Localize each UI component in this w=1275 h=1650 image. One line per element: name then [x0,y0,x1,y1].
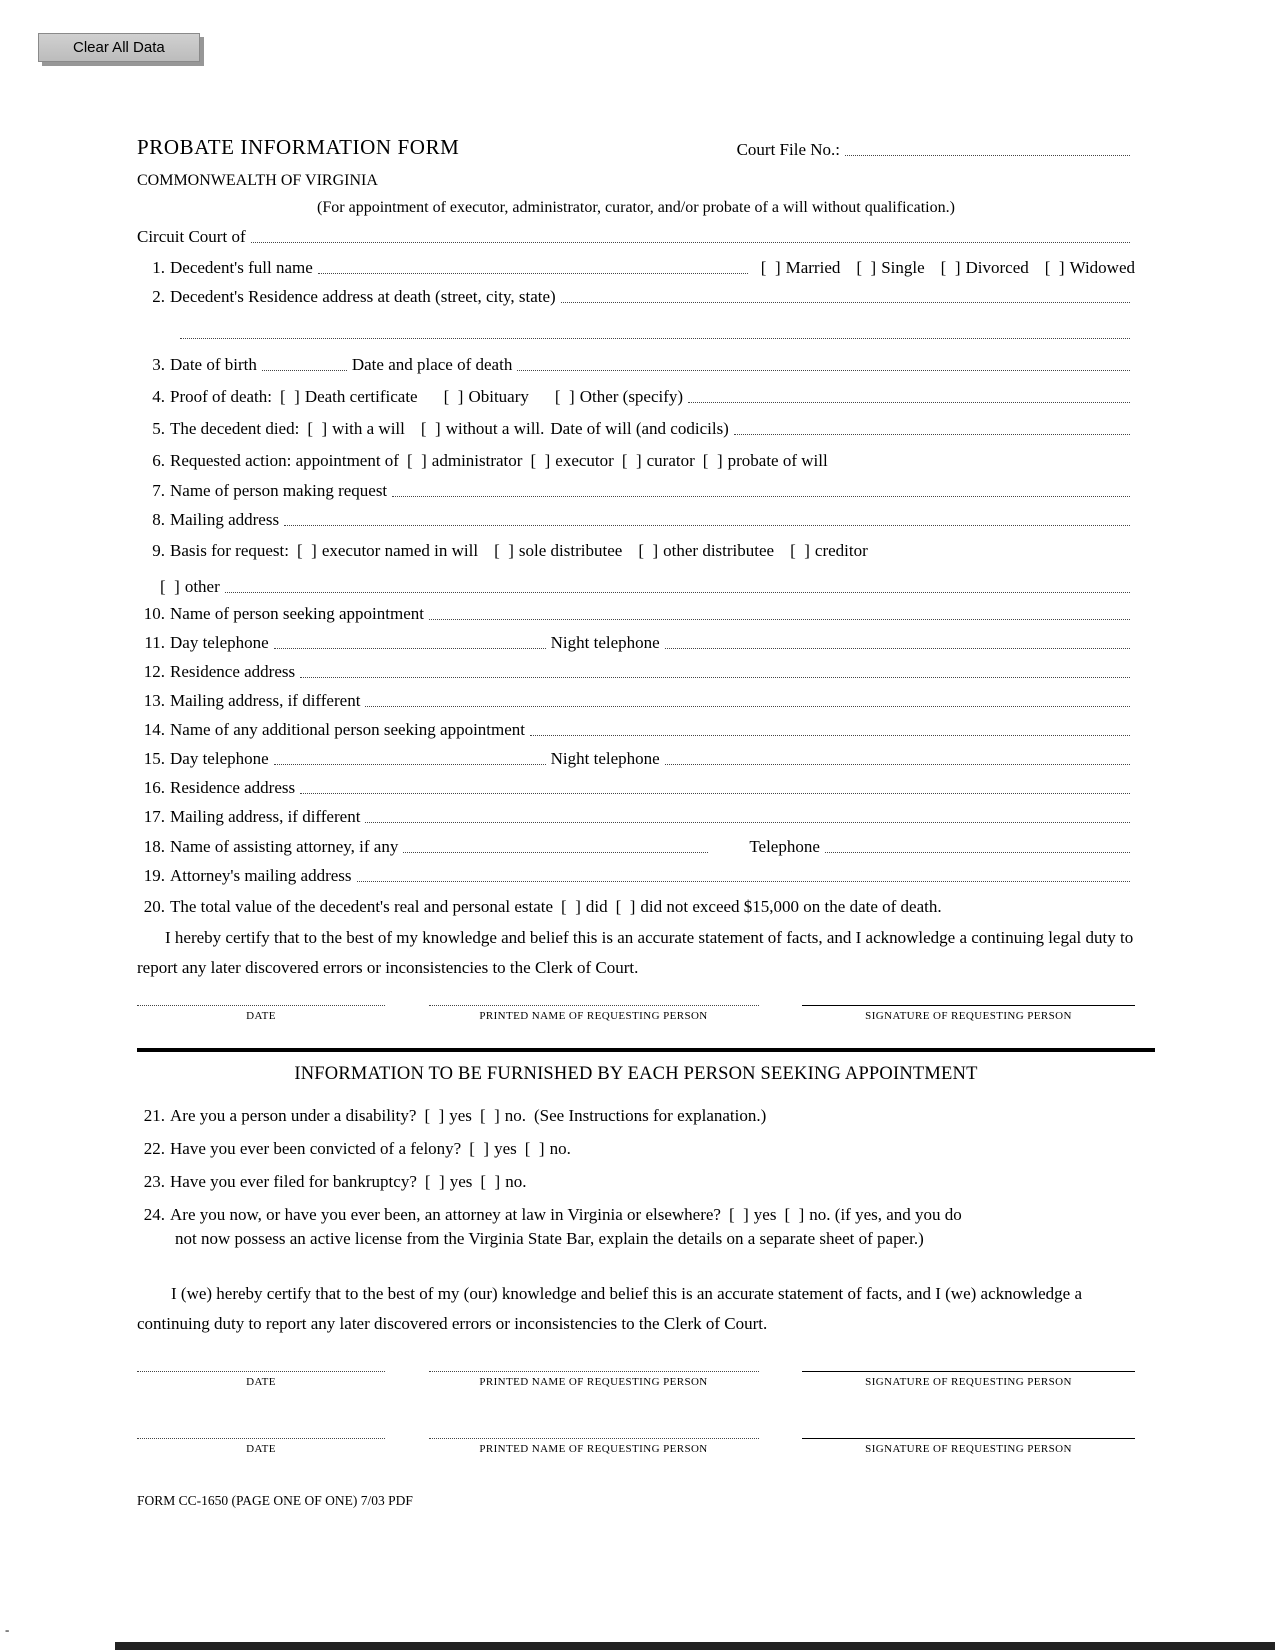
date-label-1: DATE [246,1010,276,1022]
date-column-2 [137,1371,385,1388]
page-bottom-edge [115,1642,1275,1650]
q6-label: Requested action: appointment of [170,451,399,470]
printed-name-input-2[interactable] [429,1371,759,1372]
checkbox-creditor[interactable] [790,541,810,561]
checkbox-creditor-label: creditor [814,541,868,560]
form-row-q15 [137,740,1135,769]
item-number-4: 4. [152,387,165,406]
q17-label: Mailing address, if different [170,807,361,826]
item-number-21: 21. [143,1106,165,1125]
form-row-q1 [137,247,1135,278]
clear-all-data-button[interactable]: Clear All Data [38,33,200,62]
item-number-6: 6. [152,451,165,470]
q18-label: Name of assisting attorney, if any [170,837,399,856]
q2-label: Decedent's Residence address at death (street, city, state) [170,287,556,306]
checkbox-did-not-label: did not exceed $15,000 on the date of death. [640,897,942,916]
q18-telephone-label: Telephone [749,837,820,856]
checkbox-administrator-label: administrator [431,451,523,470]
checkbox-other-distributee[interactable] [638,541,658,561]
form-row-q3 [137,343,1135,375]
stray-dash: - [5,1622,10,1637]
checkbox-did-label: did [585,897,608,916]
checkbox-married[interactable] [761,258,781,278]
q12-label: Residence address [170,662,296,681]
checkbox-executor-label: executor [555,451,614,470]
section-divider [137,1048,1155,1052]
checkbox-single-label: Single [881,258,925,277]
form-row-q9 [137,530,1135,561]
checkbox-administrator[interactable] [407,451,427,471]
day-telephone-input[interactable] [274,648,546,649]
item-number-15: 15. [143,749,165,768]
checkbox-single[interactable] [856,258,876,278]
date-input-1[interactable] [137,1005,385,1006]
printed-name-label-1: PRINTED NAME OF REQUESTING PERSON [479,1010,708,1022]
q15-day-label: Day telephone [170,749,269,768]
q11-night-label: Night telephone [550,633,660,652]
checkbox-q22-no[interactable] [525,1139,545,1159]
q8-label: Mailing address [170,510,280,529]
checkbox-proof-other-label: Other (specify) [579,387,684,406]
assisting-attorney-input[interactable] [403,852,708,853]
q7-label: Name of person making request [170,481,388,500]
proof-other-specify-input[interactable] [688,402,1130,403]
mailing-address-if-different-input[interactable] [365,706,1130,707]
checkbox-married-label: Married [785,258,841,277]
item-number-1: 1. [152,258,165,277]
form-footer: FORM CC-1650 (PAGE ONE OF ONE) 7/03 PDF [137,1493,413,1508]
form-row-q10 [137,597,1135,624]
checkbox-did-not[interactable] [616,897,636,917]
checkbox-widowed[interactable] [1045,258,1065,278]
checkbox-widowed-label: Widowed [1069,258,1135,277]
subtitle-row [137,190,1135,217]
q14-label: Name of any additional person seeking appointment [170,720,526,739]
signature-line-1 [802,1005,1135,1006]
checkbox-q21-no-label: no. [504,1106,527,1125]
checkbox-death-certificate-label: Death certificate [304,387,418,406]
checkbox-divorced[interactable] [941,258,961,278]
item-number-16: 16. [143,778,165,797]
court-file-input[interactable] [845,155,1130,156]
commonwealth-label: COMMONWEALTH OF VIRGINIA [137,172,378,189]
printed-name-column-3 [429,1438,759,1455]
form-row-q20 [137,886,1135,917]
q3-death-label: Date and place of death [351,355,513,374]
checkbox-obituary[interactable] [444,387,464,407]
checkbox-with-will-label: with a will [332,419,405,438]
circuit-court-input[interactable] [251,242,1130,243]
checkbox-q24-yes-label: yes [753,1205,777,1224]
form-row-q7 [137,471,1135,501]
mailing-address-input[interactable] [284,525,1130,526]
form-row-q17 [137,798,1135,827]
form-row-q12 [137,653,1135,682]
printed-name-input-3[interactable] [429,1438,759,1439]
q13-label: Mailing address, if different [170,691,361,710]
signature-block-2 [137,1371,1135,1388]
printed-name-column-2 [429,1371,759,1388]
item-number-22: 22. [143,1139,165,1158]
item-number-3: 3. [152,355,165,374]
signature-label-1: SIGNATURE OF REQUESTING PERSON [865,1010,1072,1022]
checkbox-q23-no-label: no. [505,1172,527,1191]
date-of-birth-input[interactable] [262,370,347,371]
form-row-q11 [137,624,1135,653]
checkbox-obituary-label: Obituary [468,387,529,406]
certification-statement-2: I (we) hereby certify that to the best of my (our) knowledge and belief this is an accurate statement of facts, and I (we) acknowledge a continuing duty to report any later discovered errors or inconsistencies to the Clerk of Court. [137,1284,1083,1333]
attorney-mailing-address-input[interactable] [357,881,1130,882]
item-number-14: 14. [143,720,165,739]
checkbox-proof-other[interactable] [555,387,575,407]
item-number-9: 9. [152,541,165,560]
q5-label: The decedent died: [170,419,300,438]
q21-note: (See Instructions for explanation.) [534,1106,767,1125]
printed-name-column-1 [429,1005,759,1022]
item-number-5: 5. [152,419,165,438]
checkbox-probate-of-will[interactable] [703,451,723,471]
checkbox-q24-yes[interactable] [729,1205,749,1225]
item-number-7: 7. [152,481,165,500]
date-place-of-death-input[interactable] [517,370,1130,371]
form-row-q9-continued [137,561,1135,597]
q1-label: Decedent's full name [170,258,313,277]
item-number-24: 24. [143,1205,165,1224]
checkbox-q21-yes[interactable] [424,1106,444,1126]
checkbox-probate-of-will-label: probate of will [727,451,828,470]
printed-name-label-3: PRINTED NAME OF REQUESTING PERSON [479,1443,708,1455]
form-row-q16 [137,769,1135,798]
checkbox-sole-distributee[interactable] [494,541,514,561]
form-row-q22 [137,1126,1135,1159]
form-row-q4 [137,375,1135,407]
checkbox-q22-no-label: no. [549,1139,571,1158]
checkbox-q21-no[interactable] [480,1106,500,1126]
form-row-q18 [137,827,1135,857]
night-telephone-2-input[interactable] [665,764,1130,765]
signature-line-2 [802,1371,1135,1372]
court-file-label: Court File No.: [736,140,840,159]
checkbox-sole-distributee-label: sole distributee [518,541,623,560]
checkbox-executor-named-label: executor named in will [321,541,479,560]
residence-address-2-input[interactable] [300,677,1130,678]
page-title: PROBATE INFORMATION FORM [137,135,460,159]
decedent-name-input[interactable] [318,273,748,274]
night-telephone-input[interactable] [665,648,1130,649]
printed-name-label-2: PRINTED NAME OF REQUESTING PERSON [479,1376,708,1388]
form-subtitle: (For appointment of executor, administrator, curator, and/or probate of a will without qualification.) [317,199,955,216]
mailing-address-if-different-2-input[interactable] [365,822,1130,823]
date-column-3 [137,1438,385,1455]
signature-column-1 [802,1005,1135,1022]
day-telephone-2-input[interactable] [274,764,546,765]
attorney-telephone-input[interactable] [825,852,1130,853]
checkbox-without-will-label: without a will. [445,419,545,438]
printed-name-input-1[interactable] [429,1005,759,1006]
signature-label-3: SIGNATURE OF REQUESTING PERSON [865,1443,1072,1455]
form-row-q23 [137,1159,1135,1192]
checkbox-other-distributee-label: other distributee [663,541,775,560]
form-row-q13 [137,682,1135,711]
signature-block-1 [137,1005,1135,1022]
checkbox-q24-no[interactable] [784,1205,804,1225]
checkbox-q24-no-label: no. (if yes, and you do [809,1205,962,1224]
residence-address-input[interactable] [561,302,1130,303]
header-row [137,126,1135,160]
signature-line-3 [802,1438,1135,1439]
q21-label: Are you a person under a disability? [170,1106,417,1125]
circuit-court-label: Circuit Court of [137,227,246,246]
item-number-23: 23. [143,1172,165,1191]
q23-label: Have you ever filed for bankruptcy? [170,1172,417,1191]
q5-date-of-will-label: Date of will (and codicils) [550,419,729,438]
q9-label: Basis for request: [170,541,289,560]
item-number-2: 2. [152,287,165,306]
date-column-1 [137,1005,385,1022]
checkbox-q21-yes-label: yes [449,1106,472,1125]
form-row-q8 [137,501,1135,530]
certification-statement-1: I hereby certify that to the best of my knowledge and belief this is an accurate statement of facts, and I acknowledge a continuing legal duty to report any later discovered errors or inconsistencies to the Clerk of Court. [137,928,1134,977]
residence-address-3-input[interactable] [300,793,1130,794]
checkbox-death-certificate[interactable] [280,387,300,407]
date-input-3[interactable] [137,1438,385,1439]
q20-label: The total value of the decedent's real and personal estate [170,897,554,916]
item-number-17: 17. [143,807,165,826]
form-page [0,62,1275,1569]
checkbox-q23-no[interactable] [480,1172,500,1192]
checkbox-divorced-label: Divorced [965,258,1029,277]
form-row-q2 [137,278,1135,307]
item-number-13: 13. [143,691,165,710]
basis-other-input[interactable] [225,592,1130,593]
checkbox-q23-yes-label: yes [449,1172,473,1191]
date-of-will-input[interactable] [734,434,1130,435]
checkbox-executor[interactable] [530,451,550,471]
signature-column-2 [802,1371,1135,1388]
q19-label: Attorney's mailing address [170,866,352,885]
date-label-3: DATE [246,1443,276,1455]
form-row-q5 [137,407,1135,439]
person-making-request-input[interactable] [392,496,1130,497]
form-row-q14 [137,711,1135,740]
checkbox-basis-other[interactable] [160,577,180,597]
checkbox-basis-other-label: other [184,577,220,596]
checkbox-curator-label: curator [646,451,695,470]
residence-address-input-line2[interactable] [180,338,1130,339]
q4-label: Proof of death: [170,387,272,406]
item-number-12: 12. [143,662,165,681]
item-number-20: 20. [143,897,165,916]
commonwealth-row [137,160,1135,190]
q11-day-label: Day telephone [170,633,269,652]
form-row-q6 [137,439,1135,471]
signature-block-3 [137,1438,1135,1455]
q16-label: Residence address [170,778,296,797]
person-seeking-appointment-input[interactable] [429,619,1130,620]
date-input-2[interactable] [137,1371,385,1372]
item-number-10: 10. [143,604,165,623]
q24-label: Are you now, or have you ever been, an attorney at law in Virginia or elsewhere? [170,1205,721,1224]
form-row-q2-continued [137,307,1135,343]
q24-continuation: not now possess an active license from the Virginia State Bar, explain the details on a separate sheet of paper.) [175,1229,924,1248]
circuit-court-row [137,217,1135,247]
checkbox-with-will[interactable] [307,419,327,439]
form-row-q19 [137,857,1135,886]
q22-label: Have you ever been convicted of a felony? [170,1139,462,1158]
q3-birth-label: Date of birth [170,355,257,374]
additional-person-input[interactable] [530,735,1130,736]
item-number-19: 19. [143,866,165,885]
signature-label-2: SIGNATURE OF REQUESTING PERSON [865,1376,1072,1388]
q15-night-label: Night telephone [550,749,660,768]
q10-label: Name of person seeking appointment [170,604,424,623]
item-number-18: 18. [143,837,165,856]
date-label-2: DATE [246,1376,276,1388]
section2-heading: INFORMATION TO BE FURNISHED BY EACH PERSON SEEKING APPOINTMENT [294,1064,978,1084]
checkbox-curator[interactable] [622,451,642,471]
checkbox-did[interactable] [561,897,581,917]
checkbox-q22-yes-label: yes [494,1139,517,1158]
form-row-q24 [137,1192,1135,1225]
checkbox-q23-yes[interactable] [425,1172,445,1192]
form-row-q21 [137,1093,1135,1126]
checkbox-q22-yes[interactable] [469,1139,489,1159]
checkbox-executor-named-in-will[interactable] [297,541,317,561]
checkbox-without-will[interactable] [421,419,441,439]
toolbar [0,0,1275,62]
signature-column-3 [802,1438,1135,1455]
item-number-8: 8. [152,510,165,529]
item-number-11: 11. [144,633,165,652]
